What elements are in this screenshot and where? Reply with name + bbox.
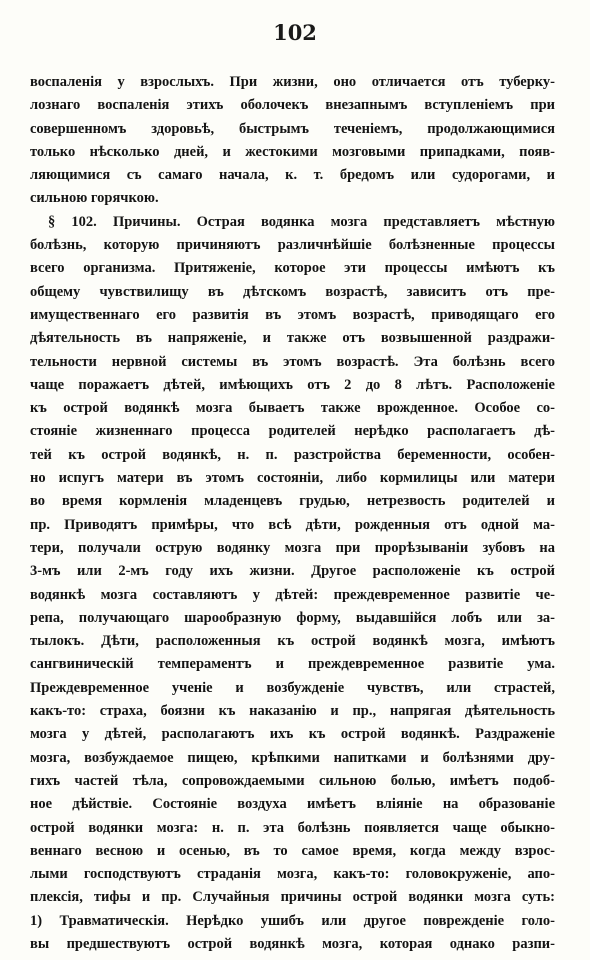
text-line: болѣзнь, которую причиняютъ различнѣйшіе болѣзненные процессы [30, 237, 555, 254]
text-line: имущественнаго его развитія въ этомъ возрастѣ, приводящаго его [30, 306, 555, 323]
text-line: только нѣсколько дней, и жестокими мозговыми припадками, появ- [30, 143, 555, 160]
text-line: ное дѣйствіе. Состояніе воздуха имѣетъ вліяніе на образованіе [30, 796, 555, 813]
text-line: общему чувствилищу въ дѣтскомъ возрастѣ, зависитъ отъ пре- [30, 283, 555, 300]
text-line: сангвиническій темпераментъ и преждевременное развитіе ума. [30, 656, 555, 673]
text-line: тылокъ. Дѣти, расположенныя къ острой водянкѣ мозга, имѣютъ [30, 633, 555, 650]
text-line: плексія, тифы и пр. Случайныя причины острой водянки мозга суть: [30, 889, 555, 906]
text-line: тей къ острой водянкѣ, н. п. разстройства беременности, особен- [30, 446, 555, 463]
text-line: во время кормленія младенцевъ грудью, нетрезвость родителей и [30, 493, 555, 510]
text-line: всего организма. Притяженіе, которое эти процессы имѣютъ къ [30, 260, 555, 277]
text-line: сильною горячкою. [30, 190, 159, 207]
text-line: вы предшествуютъ острой водянкѣ мозга, которая однако разпи- [30, 935, 555, 952]
text-line: воспаленія у взрослыхъ. При жизни, оно отличается отъ туберку- [30, 74, 555, 90]
text-line: мозга у дѣтей, располагаютъ ихъ къ острой водянкѣ. Раздраженіе [30, 726, 555, 743]
text-line: острой водянки мозга: н. п. эта болѣзнь появляется чаще обыкно- [30, 819, 555, 836]
section-heading-line: § 102. Причины. Острая водянка мозга представляетъ мѣстную [48, 213, 555, 230]
text-line: 1) Травматическія. Нерѣдко ушибъ или другое поврежденіе голо- [30, 912, 555, 929]
text-line: чаще поражаетъ дѣтей, имѣющихъ отъ 2 до 8 лѣтъ. Расположеніе [30, 376, 555, 393]
text-line: какъ-то: страха, боязни къ наказанію и пр., напрягая дѣятельность [30, 703, 555, 720]
text-line: мозга, возбуждаемое пищею, крѣпкими напитками и болѣзнями дру- [30, 749, 555, 766]
text-line: лыми господствуютъ страданія мозга, какъ-то: головокруженіе, апо- [30, 866, 555, 883]
text-line: гихъ частей тѣла, сопровождаемыми сильною болью, имѣетъ подоб- [30, 772, 555, 789]
text-line: ляющимися съ самаго начала, к. т. бредомъ или судорогами, и [30, 167, 555, 184]
text-line: но испугъ матери въ этомъ состояніи, либо кормилицы или матери [30, 470, 555, 487]
body-text [30, 71, 555, 956]
text-line: водянкѣ мозга составляютъ у дѣтей: преждевременное развитіе че- [30, 586, 555, 603]
text-line: совершенномъ здоровьѣ, быстрымъ теченіемъ, продолжающимися [30, 120, 555, 137]
text-line: 3-мъ или 2-мъ году ихъ жизни. Другое расположеніе къ острой [30, 563, 555, 580]
text-line: стояніе жизненнаго процесса родителей нерѣдко располагаетъ дѣ- [30, 423, 555, 440]
text-line: веннаго весною и осенью, въ то самое время, когда между взрос- [30, 842, 555, 859]
text-line: Преждевременное ученіе и возбужденіе чувствъ, или страстей, [30, 679, 555, 696]
text-line: къ острой водянкѣ мозга бываетъ также врожденное. Особое со- [30, 400, 555, 417]
text-line: лознаго воспаленія этихъ оболочекъ внезапнымъ вступленіемъ при [30, 97, 555, 114]
text-line: дѣятельность въ напряженіе, и также отъ возвышенной раздражи- [30, 330, 555, 347]
page-number: 102 [273, 20, 317, 45]
text-line: репа, получающаго шарообразную форму, выдавшійся лобъ или за- [30, 609, 555, 626]
text-line: тельности нервной системы въ этомъ возрастѣ. Эта болѣзнь всего [30, 353, 555, 370]
text-line: пр. Приводятъ примѣры, что всѣ дѣти, рожденныя отъ одной ма- [30, 516, 555, 533]
text-line: тери, получали острую водянку мозга при прорѣзываніи зубовъ на [30, 539, 555, 556]
